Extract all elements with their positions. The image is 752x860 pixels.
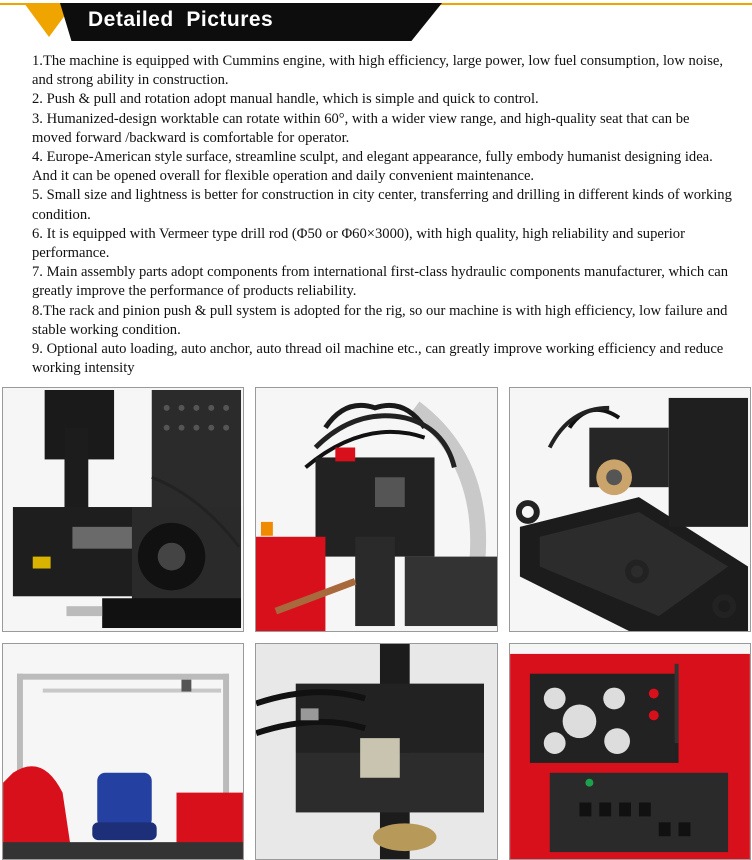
photo-drill-head-assembly [2, 387, 244, 632]
hydraulic-hose-icon [256, 388, 497, 631]
feature-item: 1.The machine is equipped with Cummins engine, with high efficiency, large power, low fuel consumption, low noise, and strong ability in construction. [32, 53, 723, 89]
section-title: Detailed Pictures [88, 8, 274, 31]
machine-frame-icon [510, 388, 750, 631]
feature-item: 6. It is equipped with Vermeer type drill rod (Φ50 or Φ60×3000), with high quality, high reliability and superior performance. [32, 225, 685, 262]
drill-head-icon [3, 388, 243, 631]
feature-item: 4. Europe-American style surface, streamline sculpt, and elegant appearance, fully embody humanist designing idea. And it can be opened overall for flexible operation and daily convenient maintenance. [32, 149, 713, 185]
gauge-icon [510, 644, 750, 859]
feature-item: 7. Main assembly parts adopt components from international first-class hydraulic components manufacturer, which can greatly improve the performance of products reliability. [32, 264, 729, 300]
photo-rack-and-pinion [255, 643, 498, 860]
feature-item: 5. Small size and lightness is better for construction in city center, transferring and drilling in different kinds of working condition. [32, 187, 732, 223]
photo-operator-seat-canopy [2, 643, 244, 860]
gear-rack-icon [256, 644, 497, 859]
feature-list [32, 52, 732, 378]
photo-hydraulic-valves [255, 387, 498, 632]
photo-frame-and-rotary-unit [509, 387, 751, 632]
feature-item: 3. Humanized-design worktable can rotate within 60°, with a wider view range, and high-quality seat that can be moved forward /backward is comfortable for operator. [32, 110, 690, 146]
feature-item: 8.The rack and pinion push & pull system is adopted for the rig, so our machine is with high efficiency, low failure and stable working condition. [32, 302, 728, 338]
section-header [0, 0, 752, 44]
photo-control-panel [509, 643, 751, 860]
feature-item: 2. Push & pull and rotation adopt manual handle, which is simple and quick to control. [32, 91, 539, 108]
feature-item: 9. Optional auto loading, auto anchor, auto thread oil machine etc., can greatly improve working efficiency and reduce working intensity [32, 341, 724, 377]
seat-icon [3, 644, 243, 859]
